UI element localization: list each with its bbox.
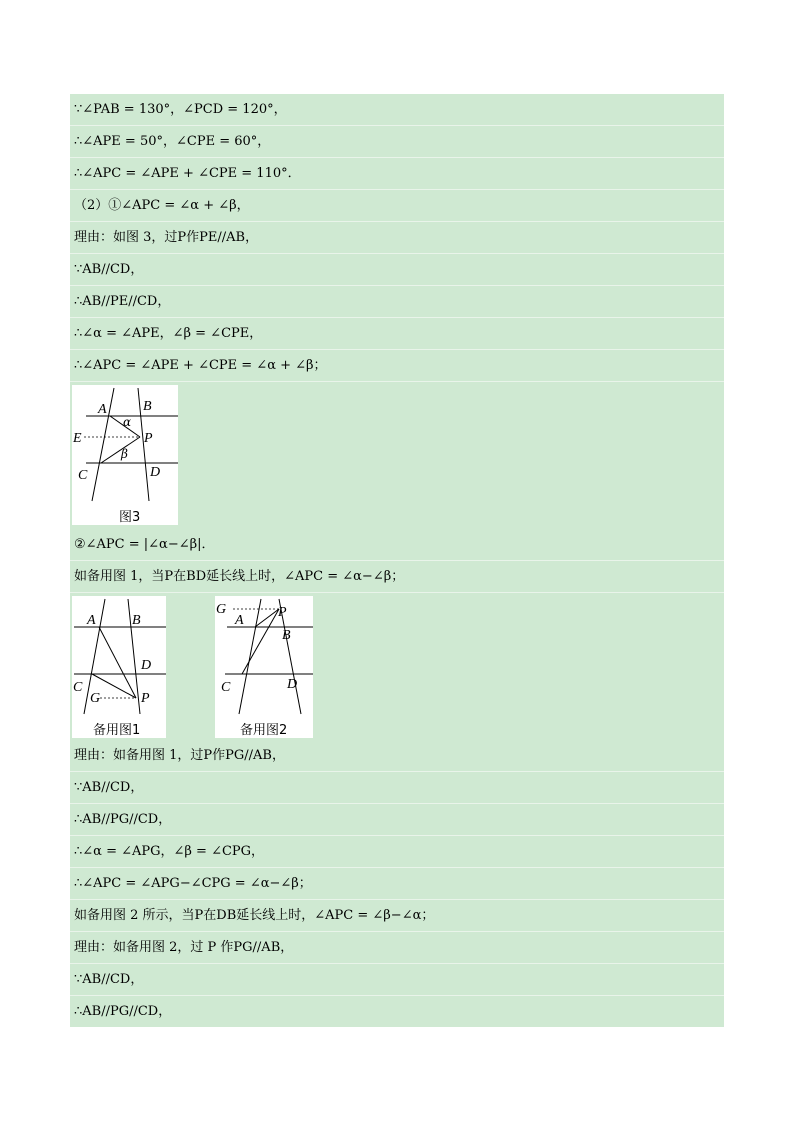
solution-block (70, 94, 724, 1027)
figure-caption: 图3 (119, 510, 141, 525)
label-d: D (287, 677, 298, 692)
text-line: ∴∠APC = ∠APE + ∠CPE = ∠α + ∠β； (70, 350, 724, 382)
label-p: P (141, 691, 150, 706)
label-p: P (144, 431, 153, 446)
text-line: ∵AB//CD， (70, 254, 724, 286)
label-b: B (132, 613, 141, 628)
text-line: ∴AB//PG//CD， (70, 804, 724, 836)
label-beta: β (121, 447, 128, 461)
label-d: D (150, 465, 161, 480)
text-line: 理由：如图 3，过P作PE//AB， (70, 222, 724, 254)
label-e: E (73, 431, 82, 446)
label-c: C (73, 680, 83, 695)
text-line: 如备用图 1，当P在BD延长线上时，∠APC = ∠α−∠β； (70, 561, 724, 593)
text-line: ②∠APC = |∠α−∠β|． (70, 529, 724, 561)
spare-figure-2 (215, 596, 313, 738)
label-c: C (221, 680, 231, 695)
text-line: 理由：如备用图 1，过P作PG//AB， (70, 740, 724, 772)
text-line: ∴∠α = ∠APG，∠β = ∠CPG， (70, 836, 724, 868)
text-line: ∴AB//PG//CD， (74, 1004, 172, 1019)
label-a: A (235, 613, 244, 628)
text-line: ∵∠PAB = 130°，∠PCD = 120°， (70, 94, 724, 126)
text-line: 如备用图 2 所示，当P在DB延长线上时，∠APC = ∠β−∠α； (70, 900, 724, 932)
text-line: ∴∠APE = 50°，∠CPE = 60°， (70, 126, 724, 158)
text-line: ∴∠α = ∠APE，∠β = ∠CPE， (70, 318, 724, 350)
text-line: ∴∠APC = ∠APG−∠CPG = ∠α−∠β； (70, 868, 724, 900)
label-g: G (90, 691, 101, 706)
label-g: G (216, 602, 227, 617)
text-line: ∴AB//PE//CD， (70, 286, 724, 318)
text-line: ∴∠APC = ∠APE + ∠CPE = 110°． (70, 158, 724, 190)
figure-caption: 备用图1 (93, 723, 141, 738)
label-alpha: α (123, 415, 132, 429)
label-a: A (98, 402, 107, 417)
label-d: D (141, 658, 152, 673)
text-line: ∵AB//CD， (70, 772, 724, 804)
label-b: B (282, 628, 291, 643)
text-line: ∵AB//CD， (70, 964, 724, 996)
spare-figure-1 (72, 596, 166, 738)
label-c: C (78, 468, 88, 483)
figure-3 (72, 385, 178, 525)
text-line: （2）①∠APC = ∠α + ∠β， (70, 190, 724, 222)
label-b: B (143, 399, 152, 414)
text-line: 理由：如备用图 2，过 P 作PG//AB， (70, 932, 724, 964)
label-a: A (87, 613, 96, 628)
figure-caption: 备用图2 (240, 723, 288, 738)
label-p: P (278, 605, 287, 620)
